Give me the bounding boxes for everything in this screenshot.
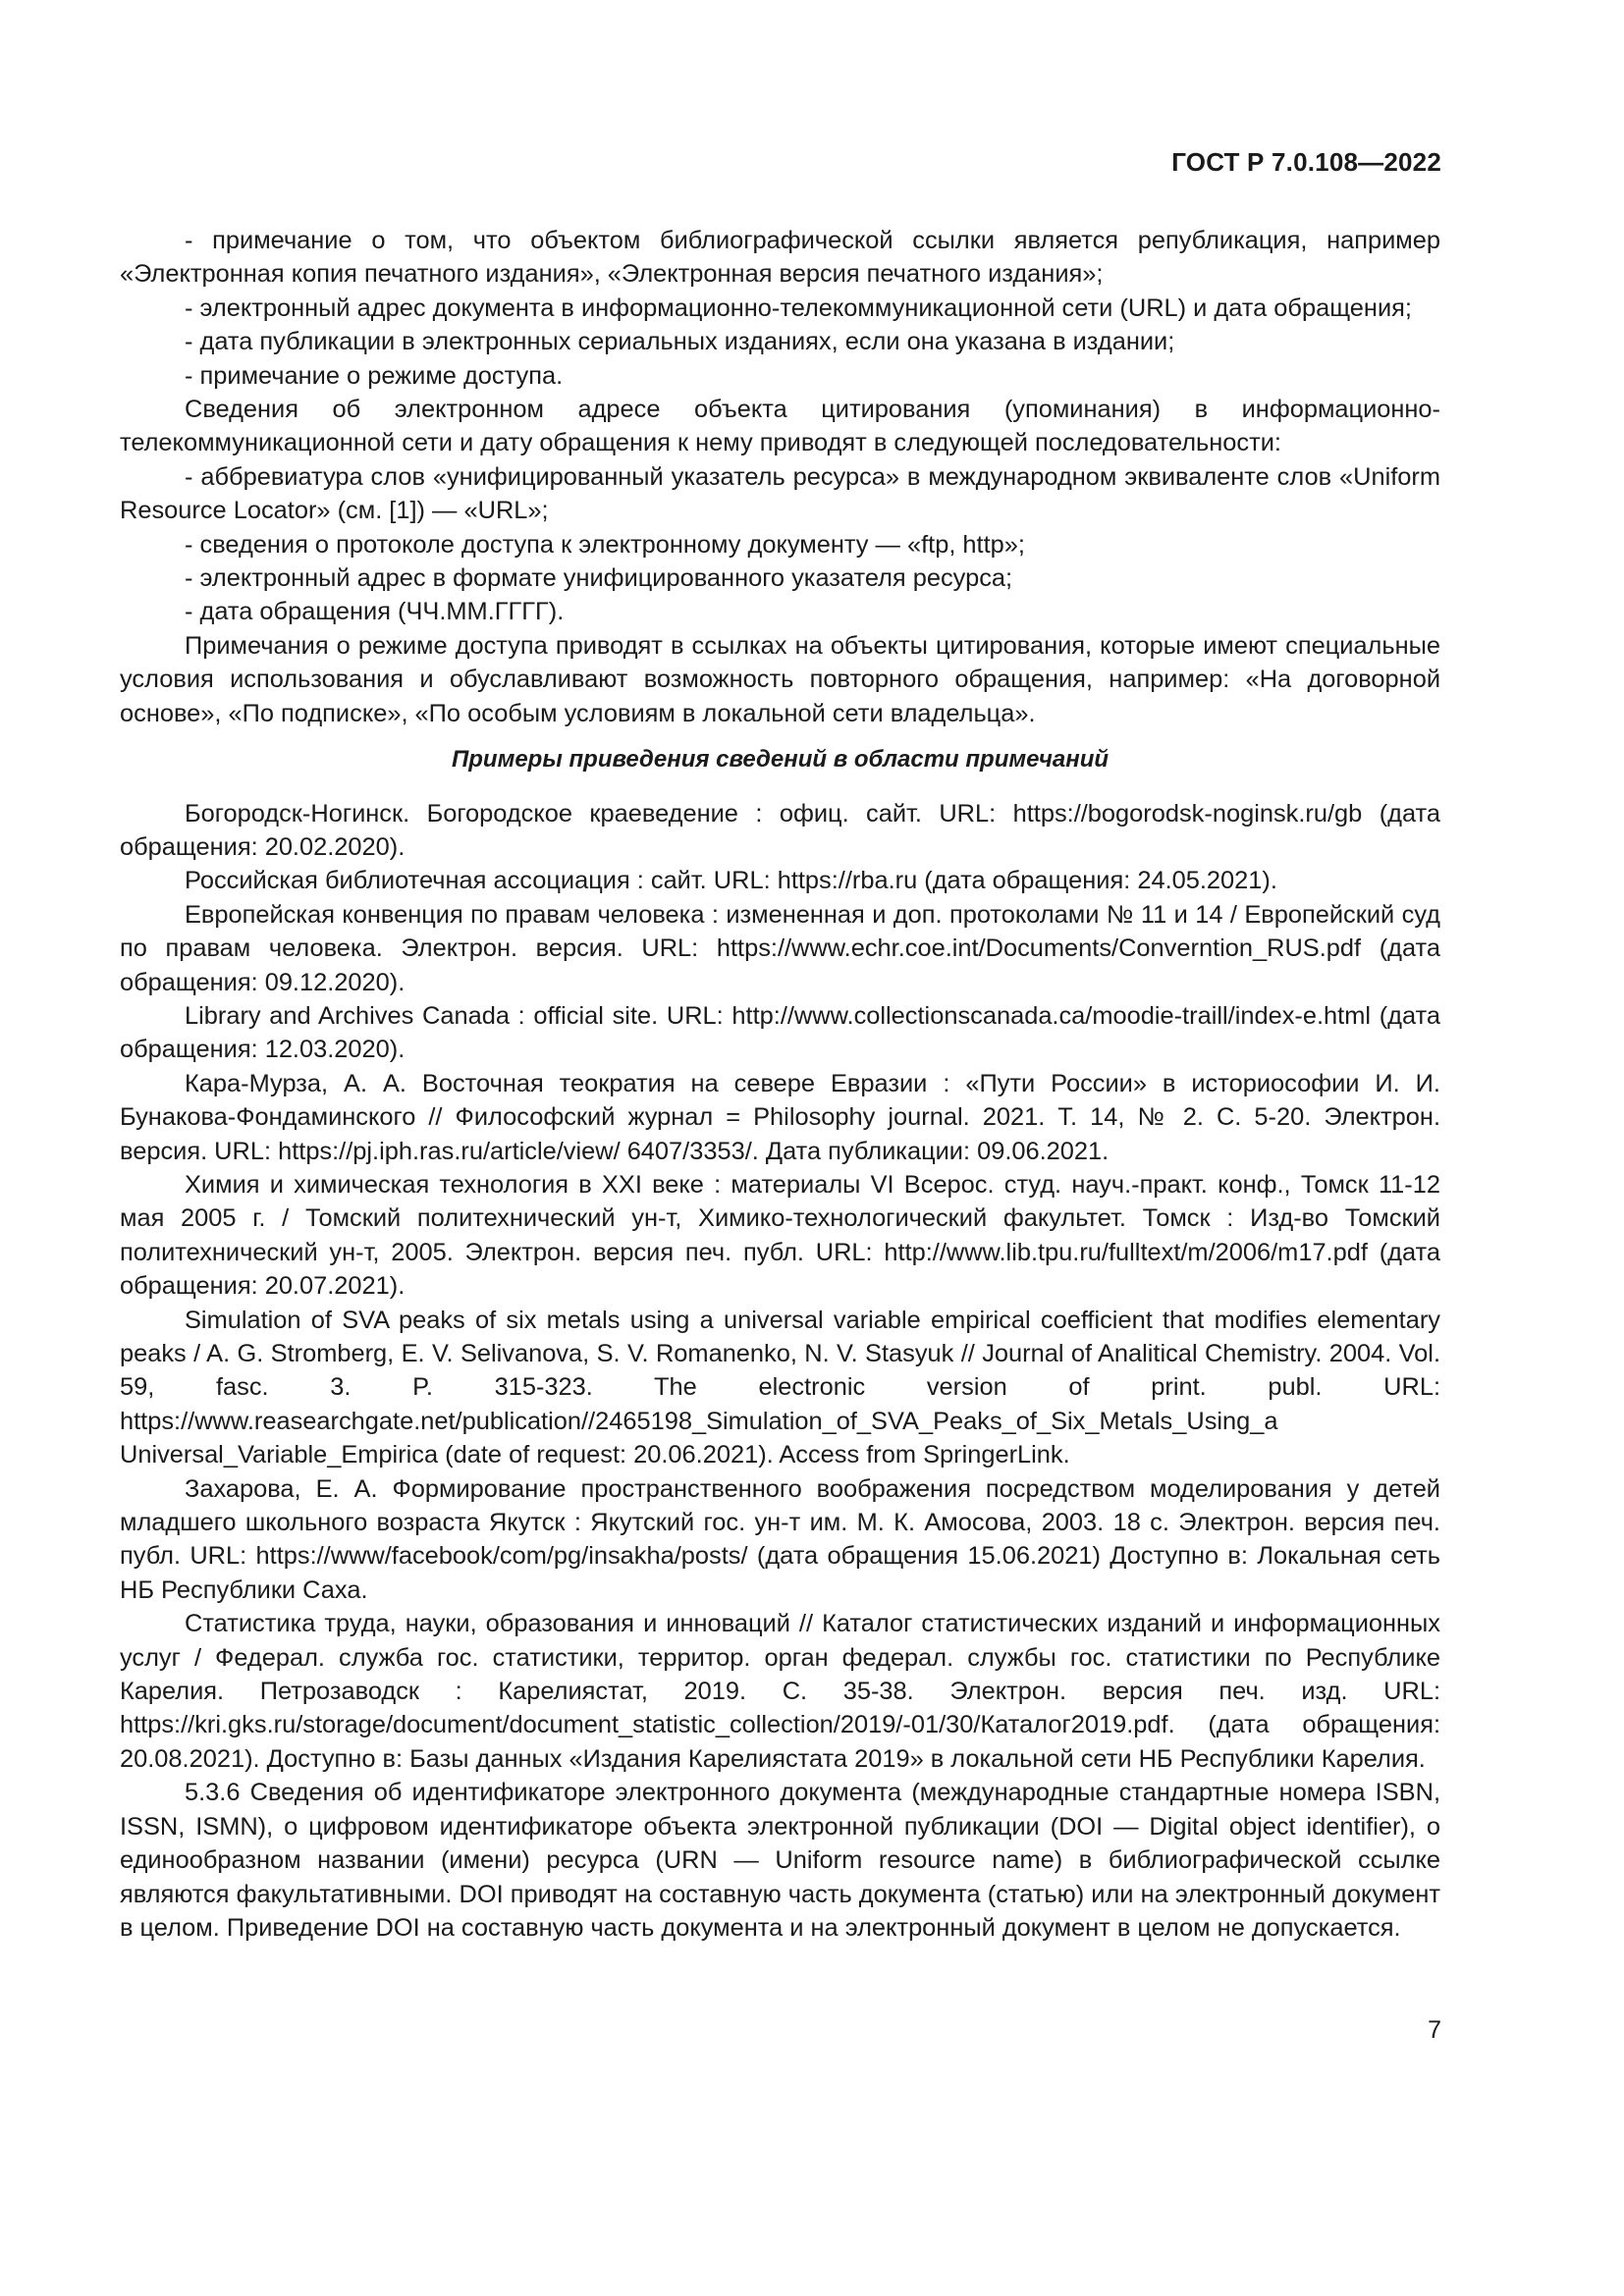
- example-entry: Кара-Мурза, А. А. Восточная теократия на севере Евразии : «Пути России» в историософии И. И. Бунакова-Фондаминского // Философский журнал = Philosophy journal. 2021. Т. 14, № 2. С. 5-20. Электрон. версия. URL: https://pj.iph.ras.ru/article/view/ 6407/3353/. Дата публикации: 09.06.2021.: [120, 1069, 1440, 1165]
- body-paragraph: - дата обращения (ЧЧ.ММ.ГГГГ).: [185, 598, 565, 626]
- body-paragraph: - дата публикации в электронных сериальных изданиях, если она указана в издании;: [185, 328, 1175, 356]
- body-paragraph: Примечания о режиме доступа приводят в ссылках на объекты цитирования, которые имеют специальные условия использования и обуславливают возможность повторного обращения, например: «На договорной основе», «По подписке», «По особым условиям в локальной сети владельца».: [120, 631, 1440, 727]
- example-entry: Химия и химическая технология в XXI веке : материалы VI Всерос. студ. науч.-практ. конф., Томск 11-12 мая 2005 г. / Томский политехнический ун-т, Химико-технологический факультет. Томск : Изд-во Томский политехнический ун-т, 2005. Электрон. версия печ. публ. URL: http://www.lib.tpu.ru/fulltext/m/2006/m17.pdf (дата обращения: 20.07.2021).: [120, 1170, 1440, 1301]
- example-entry: Simulation of SVA peaks of six metals using a universal variable empirical coefficient that modifies elementary peaks / A. G. Stromberg, E. V. Selivanova, S. V. Romanenko, N. V. Stasyuk // Journal of Analitical Chemistry. 2004. Vol. 59, fasc. 3. P. 315-323. The electronic version of print. publ. URL: https://www.reasearchgate.net/publication//2465198_Simulation_of_SVA_Peaks_of_Six_Metals_Using_a Universal_Variable_Empirica (date of request: 20.06.2021). Access from SpringerLink.: [120, 1306, 1440, 1469]
- example-entry: Статистика труда, науки, образования и инноваций // Каталог статистических изданий и информационных услуг / Федерал. служба гос. статистики, территор. орган федерал. службы гос. статистики по Республике Карелия. Петрозаводск : Карелиястат, 2019. С. 35-38. Электрон. версия печ. изд. URL: https://kri.gks.ru/storage/document/document_statistic_collection/2019/-01/30/Каталог2019.pdf. (дата обращения: 20.08.2021). Доступно в: Базы данных «Издания Карелиястата 2019» в локальной сети НБ Республики Карелия.: [120, 1610, 1440, 1773]
- body-paragraph: - сведения о протоколе доступа к электронному документу — «ftp, http»;: [185, 530, 1025, 559]
- standard-header: ГОСТ Р 7.0.108—2022: [1171, 147, 1441, 177]
- body-paragraph: - электронный адрес документа в информационно-телекоммуникационной сети (URL) и дата обращения;: [185, 294, 1412, 322]
- page-number: 7: [1428, 2016, 1441, 2044]
- body-paragraph: - аббревиатура слов «унифицированный указатель ресурса» в международном эквиваленте слов «Uniform Resource Locator» (см. [1]) — «URL»;: [120, 462, 1440, 525]
- section-paragraph: 5.3.6 Сведения об идентификаторе электронного документа (международные стандартные номера ISBN, ISSN, ISMN), о цифровом идентификаторе объекта электронной публикации (DOI — Digital object identifier), о единообразном названии (имени) ресурса (URN — Uniform resource name) в библиографической ссылке являются факультативными. DOI приводят на составную часть документа (статью) или на электронный документ в целом. Приведение DOI на составную часть документа и на электронный документ в целом не допускается.: [120, 1779, 1440, 1942]
- example-entry: Российская библиотечная ассоциация : сайт. URL: https://rba.ru (дата обращения: 24.05.2021).: [185, 867, 1277, 895]
- body-paragraph: - примечание о режиме доступа.: [185, 361, 564, 390]
- example-entry: Library and Archives Canada : official site. URL: http://www.collectionscanada.ca/moodie-traill/index-e.html (дата обращения: 12.03.2020).: [120, 1001, 1440, 1064]
- body-paragraph: - примечание о том, что объектом библиографической ссылки является републикация, например «Электронная копия печатного издания», «Электронная версия печатного издания»;: [120, 227, 1440, 289]
- document-body: [120, 224, 1440, 1945]
- example-entry: Богородск-Ногинск. Богородское краеведение : офиц. сайт. URL: https://bogorodsk-noginsk.ru/gb (дата обращения: 20.02.2020).: [120, 799, 1440, 861]
- example-entry: Захарова, Е. А. Формирование пространственного воображения посредством моделирования у детей младшего школьного возраста Якутск : Якутский гос. ун-т им. М. К. Амосова, 2003. 18 с. Электрон. версия печ. публ. URL: https://www/facebook/com/pg/insakha/posts/ (дата обращения 15.06.2021) Доступно в: Локальная сеть НБ Республики Саха.: [120, 1474, 1440, 1604]
- body-paragraph: Сведения об электронном адресе объекта цитирования (упоминания) в информационно-телекоммуникационной сети и дату обращения к нему приводят в следующей последовательности:: [120, 396, 1440, 457]
- examples-heading: Примеры приведения сведений в области примечаний: [451, 746, 1110, 774]
- body-paragraph: - электронный адрес в формате унифицированного указателя ресурса;: [185, 564, 1013, 593]
- example-entry: Европейская конвенция по правам человека : измененная и доп. протоколами № 11 и 14 / Европейский суд по правам человека. Электрон. версия. URL: https://www.echr.coe.int/Documents/Converntion_RUS.pdf (дата обращения: 09.12.2020).: [120, 900, 1440, 996]
